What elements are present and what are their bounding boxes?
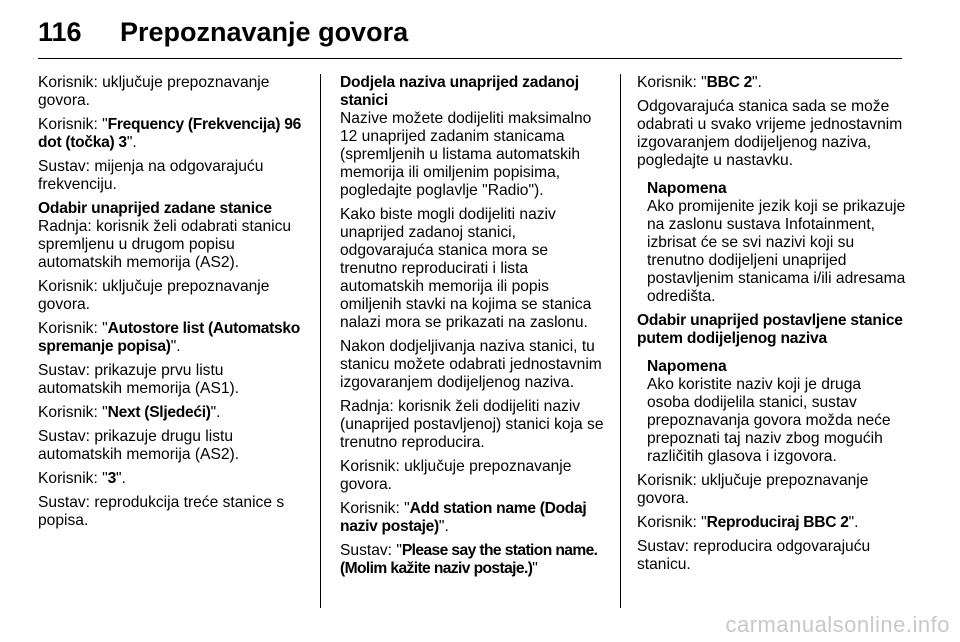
text: Korisnik: " xyxy=(38,470,108,487)
text: Korisnik: " xyxy=(637,74,707,91)
page-title: Prepoznavanje govora xyxy=(120,17,409,47)
paragraph: Sustav: mijenja na odgovarajuću frekvenciju. xyxy=(38,158,264,193)
paragraph: Radnja: korisnik želi dodijeliti naziv (unaprijed postavljenoj) stanici koja se trenutno reproducira. xyxy=(340,398,604,451)
paragraph: Odgovarajuća stanica sada se može odabrati u svako vrijeme jednostavnim izgovaranjem dodijeljenog naziva, pogledajte u nastavku. xyxy=(637,98,903,169)
paragraph xyxy=(637,74,907,92)
column-divider-1 xyxy=(320,74,321,608)
paragraph: Sustav: prikazuje drugu listu automatskih memorija (AS2). xyxy=(38,428,240,463)
bold-text: 3 xyxy=(107,470,117,487)
text: Korisnik: " xyxy=(38,404,108,421)
section-heading: Dodjela naziva unaprijed zadanoj stanici xyxy=(340,74,579,109)
paragraph xyxy=(340,500,608,536)
paragraph xyxy=(38,320,310,356)
paragraph xyxy=(38,470,310,488)
paragraph: Korisnik: uključuje prepoznavanje govora. xyxy=(38,74,270,109)
text: Sustav: " xyxy=(340,542,402,559)
paragraph: Radnja: korisnik želi odabrati stanicu spremljenu u drugom popisu automatskih memorija (AS2). xyxy=(38,218,292,271)
paragraph xyxy=(637,514,907,532)
page-number: 116 xyxy=(38,17,82,47)
note-text: Ako promijenite jezik koji se prikazuje na zaslonu sustava Infotainment, izbrisat će se svi nazivi koji su trenutno dodijeljeni unaprijed postavljenim stanicama i/ili adresama odredišta. xyxy=(647,198,906,305)
text: ". xyxy=(438,518,449,535)
column-2 xyxy=(340,74,608,584)
paragraph: Sustav: prikazuje prvu listu automatskih memorija (AS1). xyxy=(38,362,240,397)
text: " xyxy=(532,560,538,577)
bold-text: BBC 2 xyxy=(706,74,752,91)
paragraph: Sustav: reproducira odgovarajuću stanicu. xyxy=(637,538,871,573)
paragraph: Nakon dodjeljivanja naziva stanici, tu stanicu možete odabrati jednostavnim izgovaranjem dodijeljenog naziva. xyxy=(340,338,602,391)
section-heading: Odabir unaprijed postavljene stanice putem dodijeljenog naziva xyxy=(637,312,903,347)
header-rule xyxy=(38,58,902,59)
text: ". xyxy=(751,74,762,91)
bold-text: Autostore list (Automatsko spremanje popisa) xyxy=(38,320,301,355)
paragraph: Sustav: reprodukcija treće stanice s popisa. xyxy=(38,494,285,529)
paragraph: Korisnik: uključuje prepoznavanje govora. xyxy=(637,472,869,507)
note-box xyxy=(647,358,907,466)
text: ". xyxy=(170,338,181,355)
paragraph: Kako biste mogli dodijeliti naziv unaprijed zadanoj stanici, odgovarajuća stanica mora se trenutno reproducirati i lista automatskih memorija ili popis omiljenih stavki na kojima se stanica nalazi mora se prikazati na zaslonu. xyxy=(340,206,592,331)
page-header xyxy=(38,14,922,50)
column-divider-2 xyxy=(620,74,621,608)
text: Korisnik: " xyxy=(38,320,108,337)
bold-text: Please say the station name. (Molim kažite naziv postaje.) xyxy=(340,542,598,577)
paragraph: Korisnik: uključuje prepoznavanje govora. xyxy=(340,458,572,493)
bold-text: Add station name (Dodaj naziv postaje) xyxy=(340,500,587,535)
text: ". xyxy=(210,404,221,421)
paragraph xyxy=(38,116,310,152)
paragraph xyxy=(340,542,608,578)
bold-text: Frequency (Frekvencija) 96 dot (točka) 3 xyxy=(38,116,301,151)
bold-text: Next (Sljedeći) xyxy=(107,404,211,421)
text: ". xyxy=(116,470,126,487)
paragraph: Nazive možete dodijeliti maksimalno 12 unaprijed zadanim stanicama (spremljenih u listama automatskih memorija ili omiljenim popisima, pogledajte poglavlje "Radio"). xyxy=(340,110,592,199)
text: Korisnik: " xyxy=(637,514,707,531)
paragraph xyxy=(38,404,310,422)
column-1 xyxy=(38,74,310,536)
column-3 xyxy=(637,74,907,580)
note-text: Ako koristite naziv koji je druga osoba dodijelila stanici, sustav prepoznavanja govora možda neće prepoznati taj naziv zbog mogućih različitih glasova i izgovora. xyxy=(647,376,891,465)
text: Korisnik: " xyxy=(38,116,108,133)
section-heading: Odabir unaprijed zadane stanice xyxy=(38,200,272,217)
paragraph: Korisnik: uključuje prepoznavanje govora. xyxy=(38,278,270,313)
note-box xyxy=(647,180,907,306)
text: ". xyxy=(126,134,137,151)
watermark: carmanualsonline.info xyxy=(725,612,950,637)
note-title: Napomena xyxy=(647,358,727,375)
text: ". xyxy=(848,514,859,531)
note-title: Napomena xyxy=(647,180,727,197)
text: Korisnik: " xyxy=(340,500,410,517)
bold-text: Reproduciraj BBC 2 xyxy=(706,514,849,531)
